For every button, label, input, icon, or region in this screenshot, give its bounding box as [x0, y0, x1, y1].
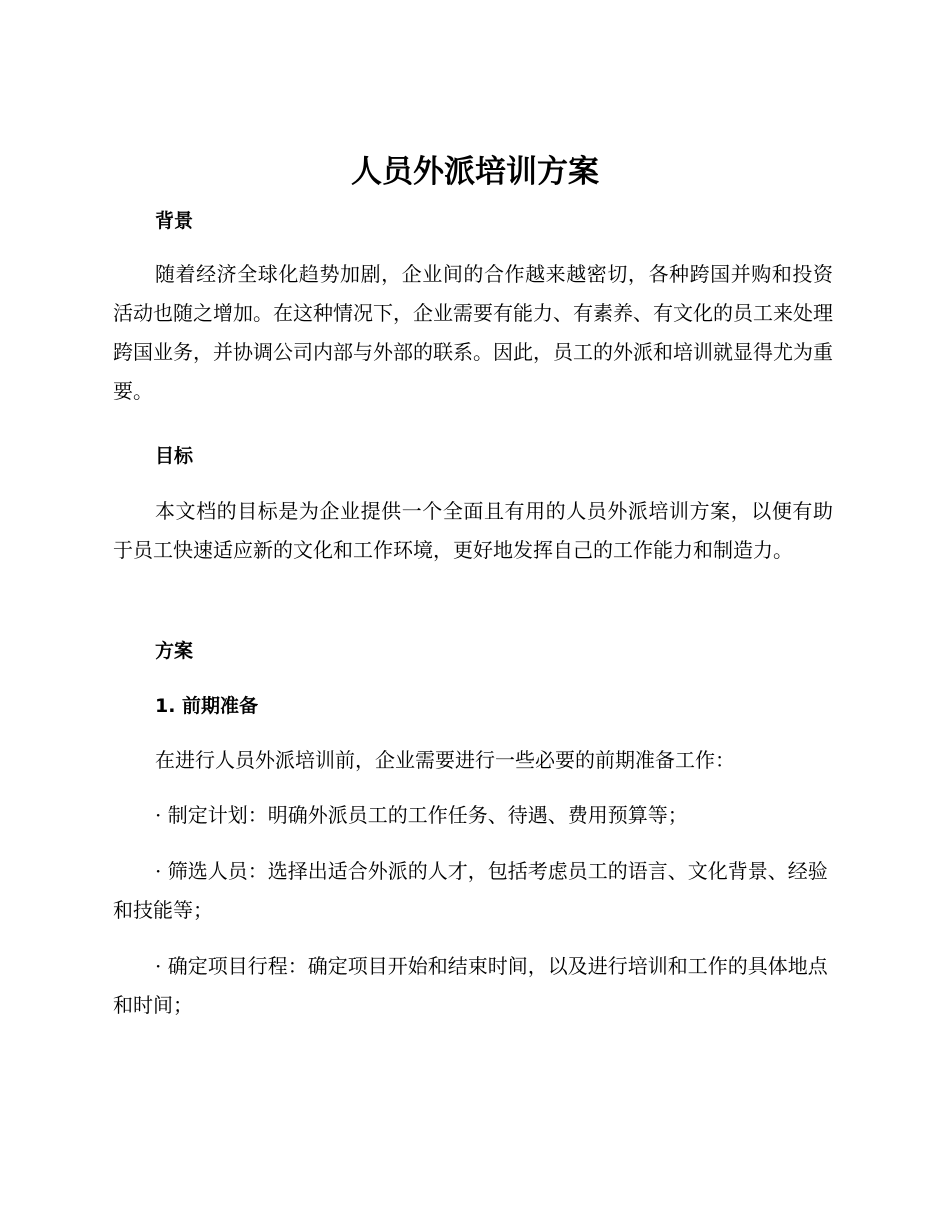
bullet-item-plan: · 制定计划：明确外派员工的工作任务、待遇、费用预算等；: [155, 803, 688, 827]
goal-paragraph: 本文档的目标是为企业提供一个全面且有用的人员外派培训方案，以便有助于员工快速适应新的文化和工作环境，更好地发挥自己的工作能力和制造力。: [113, 499, 833, 562]
plan-heading: 方案: [155, 640, 194, 662]
background-paragraph: 随着经济全球化趋势加剧，企业间的合作越来越密切，各种跨国并购和投资活动也随之增加。在这种情况下，企业需要有能力、有素养、有文化的员工来处理跨国业务，并协调公司内部与外部的联系。因此，员工的外派和培训就显得尤为重要。: [113, 262, 833, 403]
prep-heading: 1. 前期准备: [155, 695, 259, 717]
bullet-item-schedule: · 确定项目行程：确定项目开始和结束时间，以及进行培训和工作的具体地点和时间；: [113, 954, 828, 1017]
prep-intro-paragraph: 在进行人员外派培训前，企业需要进行一些必要的前期准备工作：: [155, 748, 735, 772]
background-heading: 背景: [155, 210, 194, 232]
bullet-item-select-staff: · 筛选人员：选择出适合外派的人才，包括考虑员工的语言、文化背景、经验和技能等；: [113, 859, 828, 922]
goal-heading: 目标: [155, 445, 194, 467]
document-title: 人员外派培训方案: [351, 154, 599, 190]
